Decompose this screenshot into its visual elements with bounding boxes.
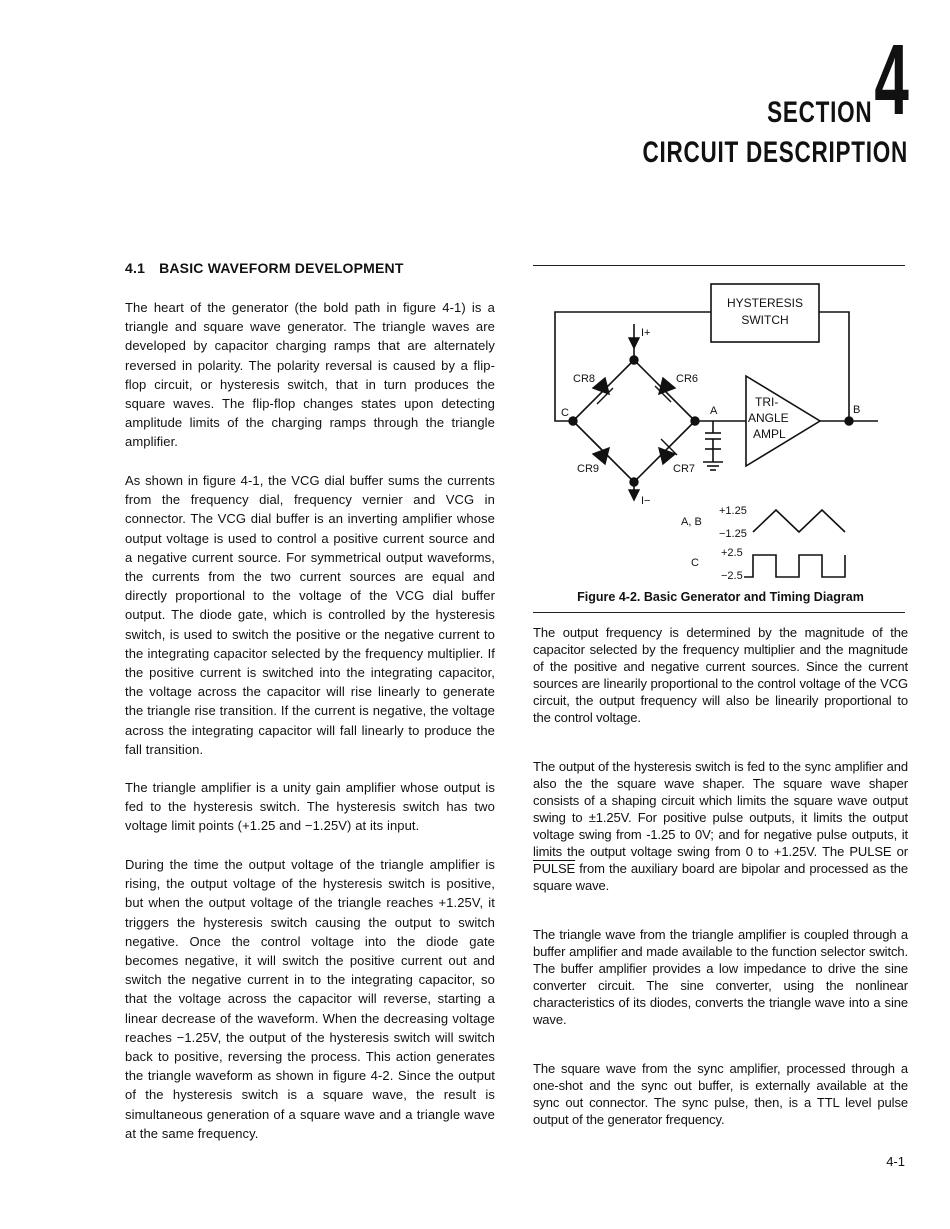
node-bottom-dot <box>630 478 638 486</box>
label-i-minus: I− <box>641 495 651 507</box>
label-cr6: CR6 <box>676 373 699 385</box>
left-paragraph-1: The heart of the generator (the bold path in figure 4-1) is a triangle and square wave generator. The triangle waves are developed by capacitor charging ramps that are alternately reversed in polarity. The polarity reversal is caused by a flip-flop circuit, or hysteresis switch, that in turn produces the square waves. The flip-flop changes states upon detecting amplitude limits of the charging ramps through the triangle amplifier. <box>125 300 495 450</box>
section-word: SECTION <box>766 96 872 129</box>
left-paragraph-4: During the time the output voltage of the triangle amplifier is rising, the output voltage of the hysteresis switch is positive, but when the output voltage of the triangle reaches +1.25V, it triggers the hysteresis switch causing the output to switch negative. Once the control voltage into the diode gate becomes negative, it will switch the positive current out and switch the negative current in to the integrating capacitor, so that the voltage across the capacitor will reverse, starting a linear decrease of the waveform. When the decreasing voltage reaches −1.25V, the output of the hysteresis switch will switch back to positive, reversing the process. This action generates the triangle waveform as shown in figure 4-2. Since the output of the hysteresis switch is a square wave, the result is simultaneous generation of a square wave and a triangle wave at the same frequency. <box>125 857 495 1141</box>
triangle-waveform <box>753 510 845 532</box>
diode-cr9 <box>593 448 609 464</box>
subsection-heading <box>125 260 404 276</box>
label-a: A <box>710 405 718 417</box>
label-tri-lo: −1.25 <box>719 528 747 540</box>
label-c-wave: C <box>691 557 699 569</box>
left-paragraph-2: As shown in figure 4-1, the VCG dial buffer sums the currents from the frequency dial, frequency vernier and VCG in connector. The VCG dial buffer is an inverting amplifier whose output voltage is used to control a positive current source and a negative current source. For symmetrical output waveforms, the currents from the two current sources are equal and directly proportional to the voltage of the VCG dial buffer output. The diode gate, which is controlled by the hysteresis switch, is used to switch the positive or the negative current to the integrating capacitor selected by the frequency multiplier. If the positive current is switched into the integrating capacitor, the voltage across the capacitor will rise linearly to generate the triangle rise transition. If the current is negative, the voltage across the integrating capacitor will fall linearly to produce the fall transition. <box>125 473 495 757</box>
page-number: 4-1 <box>886 1154 905 1169</box>
i-minus-arrow <box>629 490 639 500</box>
pulse-bar-text: PULSE <box>533 861 576 876</box>
section-number: 4 <box>874 24 908 136</box>
left-paragraph-3: The triangle amplifier is a unity gain amplifier whose output is fed to the hysteresis switch. The hysteresis switch has two voltage limit points (+1.25 and −1.25V) at its input. <box>125 780 495 834</box>
figure-top-rule <box>533 265 905 266</box>
right-paragraph-2-text: The output of the hysteresis switch is fed to the sync amplifier and also the the square wave shaper. The square wave shaper consists of a shaping circuit which limits the square wave output swing to ±1.25V. For positive pulse outputs, it limits the output voltage swing from -1.25 to 0V; and for negative pulse outputs, it limits the output voltage swing from 0 to +1.25V. The PULSE or <box>533 759 908 859</box>
node-c-dot <box>569 417 577 425</box>
node-a-dot <box>691 417 699 425</box>
label-cr8: CR8 <box>573 373 596 385</box>
right-paragraph-2-tail: from the auxiliary board are bipolar and processed as the square wave. <box>533 861 908 893</box>
label-cr7: CR7 <box>673 463 696 475</box>
figure-caption: Figure 4-2. Basic Generator and Timing Diagram <box>577 590 864 604</box>
label-hysteresis: HYSTERESIS <box>726 296 804 310</box>
label-c: C <box>561 407 569 419</box>
right-paragraph-3: The triangle wave from the triangle amplifier is coupled through a buffer amplifier and made available to the function selector switch. The buffer amplifier provides a low impedance to drive the sine converter circuit. The sine converter, using the nonlinear characteristics of its diodes, converts the triangle wave into a sine wave. <box>533 927 908 1027</box>
subsection-number: 4.1 <box>125 260 146 276</box>
label-i-plus: I+ <box>641 327 651 339</box>
feedback-wire-left <box>555 312 711 421</box>
label-sq-hi: +2.5 <box>721 547 743 559</box>
square-waveform <box>744 555 845 577</box>
label-switch: SWITCH <box>741 313 789 327</box>
label-amp-2: ANGLE <box>748 411 789 425</box>
node-b-dot <box>845 417 853 425</box>
label-sq-lo: −2.5 <box>721 570 743 582</box>
label-amp-3: AMPL <box>753 427 786 441</box>
right-paragraph-4: The square wave from the sync amplifier, processed through a one-shot and the sync out buffer, is externally available at the sync out connector. The sync pulse, then, is a TTL level pulse output of the generator frequency. <box>533 1061 908 1127</box>
right-paragraph-1: The output frequency is determined by the magnitude of the capacitor selected by the frequency multiplier and the magnitude of the positive and negative current sources. Since the current sources are linearily proportional to the control voltage of the VCG circuit, the output frequency will also be linearily proportional to the control voltage. <box>533 625 908 725</box>
label-ab: A, B <box>681 516 702 528</box>
label-tri-hi: +1.25 <box>719 505 747 517</box>
figure-bottom-rule <box>533 612 905 613</box>
node-top-dot <box>630 356 638 364</box>
label-cr9: CR9 <box>577 463 600 475</box>
feedback-wire-right <box>819 312 849 421</box>
diode-cr8 <box>593 378 609 394</box>
right-paragraph-2 <box>533 758 908 894</box>
label-b: B <box>853 404 861 416</box>
i-plus-arrow <box>629 338 639 348</box>
subsection-title: BASIC WAVEFORM DEVELOPMENT <box>159 260 404 276</box>
generator-timing-diagram <box>533 276 908 606</box>
label-amp-1: TRI- <box>755 395 779 409</box>
section-title: CIRCUIT DESCRIPTION <box>642 136 908 169</box>
